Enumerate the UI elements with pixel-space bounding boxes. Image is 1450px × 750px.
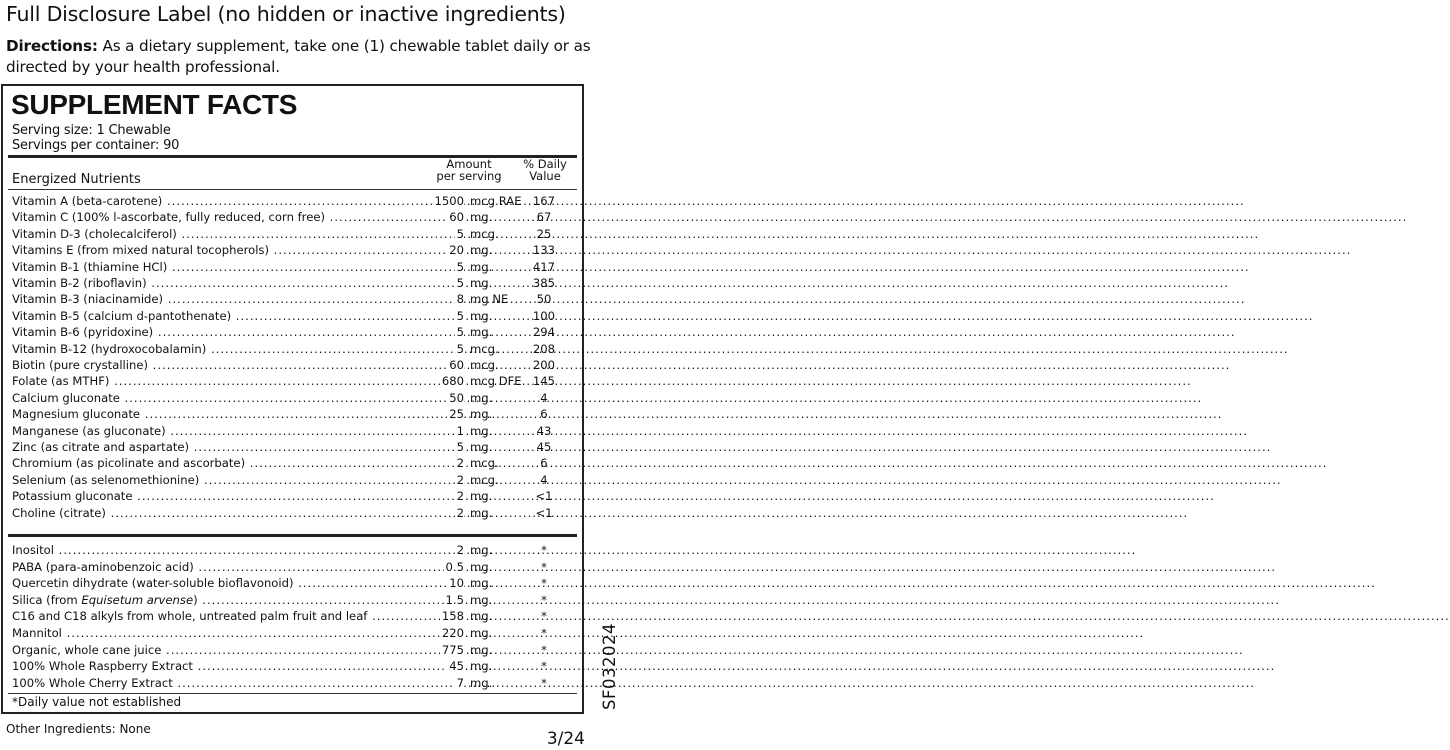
- amount-value: 220: [441, 626, 464, 640]
- daily-value: 385: [532, 276, 556, 290]
- amount-unit: mcg.: [470, 472, 499, 487]
- ingredient-name: Choline (citrate) .....: [12, 505, 464, 522]
- ingredient-name: Magnesium gluconate .....: [12, 406, 464, 423]
- daily-value: *: [541, 626, 547, 640]
- ingredient-name: Selenium (as selenomethionine) .....: [12, 472, 464, 489]
- daily-value: *: [541, 609, 547, 624]
- table-row: [12, 341, 577, 358]
- ingredient-name: Vitamin D-3 (cholecalciferol) .....: [12, 226, 464, 243]
- ingredient-name: Zinc (as citrate and aspartate) .....: [12, 439, 464, 456]
- label-code: SF032024: [600, 623, 619, 710]
- table-row: [12, 242, 577, 259]
- table-row: [12, 505, 577, 522]
- ingredient-name: Vitamin A (beta-carotene) .....: [12, 193, 464, 210]
- footnote: *Daily value not established: [12, 695, 182, 709]
- daily-value: 208: [532, 341, 556, 356]
- amount-value: 10: [449, 576, 464, 591]
- daily-value: <1: [535, 505, 553, 520]
- table-row: [12, 642, 577, 659]
- table-row: [12, 373, 577, 390]
- amount-unit: mg.: [470, 675, 493, 690]
- daily-value: *: [541, 675, 547, 690]
- table-row: [12, 209, 577, 226]
- table-row: [12, 658, 577, 675]
- daily-value: 167: [532, 194, 556, 208]
- daily-value: *: [541, 559, 547, 574]
- amount-unit: mg.: [470, 489, 493, 504]
- amount-value: 60: [449, 358, 464, 372]
- table-row: [12, 559, 577, 576]
- amount-value: 25: [449, 407, 464, 422]
- amount-value: 1500: [434, 194, 464, 208]
- table-row: [12, 592, 577, 609]
- table-row: [12, 226, 577, 243]
- daily-value: *: [541, 659, 547, 674]
- daily-value: 6: [540, 456, 548, 471]
- daily-value: <1: [535, 489, 553, 504]
- amount-unit: mg.: [470, 440, 493, 454]
- table-row: [12, 291, 577, 308]
- amount-value: 5: [456, 308, 464, 323]
- ingredient-name: PABA (para-aminobenzoic acid) .....: [12, 559, 464, 576]
- amount-header: Amount per serving: [436, 157, 502, 183]
- table-row: [12, 357, 577, 374]
- table-row: [12, 455, 577, 472]
- daily-value: 25: [536, 226, 552, 241]
- daily-value: *: [541, 592, 547, 607]
- amount-unit: mcg.: [470, 226, 499, 241]
- page-number: 3/24: [546, 729, 585, 749]
- amount-value: 5: [456, 276, 464, 290]
- amount-unit: mg.: [470, 626, 493, 640]
- table-row: [12, 193, 577, 210]
- amount-unit: mg.: [470, 609, 493, 624]
- other-ingredients: Other Ingredients: None: [6, 722, 151, 736]
- daily-value: 43: [536, 423, 552, 438]
- ingredient-name: Vitamin B-12 (hydroxocobalamin) .....: [12, 341, 464, 358]
- daily-value: 200: [532, 358, 556, 372]
- amount-unit: mg.: [470, 505, 493, 520]
- amount-unit: mcg RAE: [470, 194, 522, 208]
- panel-title: SUPPLEMENT FACTS: [11, 89, 298, 120]
- daily-value: 294: [532, 325, 556, 340]
- table-row: [12, 675, 577, 692]
- table-row: [12, 390, 577, 407]
- ingredient-name: 100% Whole Raspberry Extract .....: [12, 658, 464, 675]
- amount-unit: mg.: [470, 308, 493, 323]
- amount-value: 2: [456, 543, 464, 557]
- amount-unit: mg.: [470, 543, 493, 557]
- serving-size: Serving size: 1 Chewable: [12, 123, 171, 138]
- table-row: [12, 472, 577, 489]
- amount-unit: mcg.: [470, 358, 499, 372]
- section-divider: [8, 534, 577, 537]
- amount-value: 5: [456, 440, 464, 454]
- daily-value: *: [541, 576, 547, 591]
- daily-value: 45: [536, 440, 552, 454]
- daily-value: 50: [536, 292, 552, 307]
- ingredient-name: Quercetin dihydrate (water-soluble bioflavonoid) .....: [12, 575, 464, 592]
- daily-value: 67: [536, 210, 552, 225]
- amount-unit: mg.: [470, 576, 493, 591]
- daily-value: 6: [540, 407, 548, 422]
- footnote-rule: [8, 693, 577, 694]
- amount-value: 2: [456, 505, 464, 520]
- ingredient-name: Vitamin C (100% l-ascorbate, fully reduced, corn free) .....: [12, 209, 464, 226]
- ingredient-name: Mannitol .....: [12, 625, 464, 642]
- amount-unit: mg NE: [470, 292, 509, 307]
- table-row: [12, 275, 577, 292]
- amount-unit: mg.: [470, 642, 493, 657]
- table-row: [12, 423, 577, 440]
- table-row: [12, 308, 577, 325]
- amount-value: 7: [456, 675, 464, 690]
- ingredient-name: 100% Whole Cherry Extract .....: [12, 675, 464, 692]
- table-row: [12, 259, 577, 276]
- ingredient-name: Biotin (pure crystalline) .....: [12, 357, 464, 374]
- amount-value: 45: [449, 659, 464, 674]
- ingredient-name: Vitamin B-3 (niacinamide) .....: [12, 291, 464, 308]
- amount-value: 50: [449, 390, 464, 405]
- amount-value: 2: [456, 456, 464, 471]
- amount-value: 1.5: [445, 592, 464, 607]
- amount-value: 775: [441, 642, 464, 657]
- amount-unit: mg.: [470, 276, 493, 290]
- table-row: [12, 488, 577, 505]
- table-row: [12, 406, 577, 423]
- amount-value: 5: [456, 341, 464, 356]
- ingredient-name: Chromium (as picolinate and ascorbate) .....: [12, 455, 464, 472]
- table-row: [12, 324, 577, 341]
- directions-label: Directions:: [6, 37, 98, 55]
- daily-value: 4: [540, 472, 548, 487]
- amount-unit: mg.: [470, 592, 493, 607]
- servings-per-container: Servings per container: 90: [12, 138, 180, 153]
- table-row: [12, 575, 577, 592]
- amount-value: 2: [456, 472, 464, 487]
- table-row: [12, 625, 577, 642]
- label-heading: Full Disclosure Label (no hidden or inactive ingredients): [6, 2, 566, 26]
- amount-unit: mg.: [470, 210, 493, 225]
- amount-unit: mg.: [470, 390, 493, 405]
- amount-unit: mg.: [470, 407, 493, 422]
- ingredient-name: Potassium gluconate .....: [12, 488, 464, 505]
- amount-value: 5: [456, 226, 464, 241]
- supplement-facts-panel: [1, 84, 584, 714]
- amount-value: 158: [441, 609, 464, 624]
- ingredient-name: Vitamin B-6 (pyridoxine) .....: [12, 324, 464, 341]
- daily-value: 417: [532, 259, 556, 274]
- directions-body: As a dietary supplement, take one (1) chewable tablet daily or as directed by your health professional.: [6, 37, 591, 76]
- ingredient-name: Silica (from Equisetum arvense) .....: [12, 592, 464, 609]
- daily-value: 133: [532, 243, 556, 258]
- amount-unit: mg.: [470, 659, 493, 674]
- amount-unit: mcg.: [470, 341, 499, 356]
- ingredient-name: Vitamin B-2 (riboflavin) .....: [12, 275, 464, 292]
- ingredient-name: Organic, whole cane juice .....: [12, 642, 464, 659]
- amount-value: 8: [456, 292, 464, 307]
- amount-value: 5: [456, 325, 464, 340]
- amount-unit: mg.: [470, 259, 493, 274]
- amount-value: 1: [456, 423, 464, 438]
- ingredient-name: Vitamin B-5 (calcium d-pantothenate) .....: [12, 308, 464, 325]
- amount-value: 2: [456, 489, 464, 504]
- daily-value-header: % Daily Value: [523, 157, 567, 183]
- amount-unit: mg.: [470, 325, 493, 340]
- section-label: Energized Nutrients: [12, 172, 141, 187]
- daily-value: 4: [540, 390, 548, 405]
- amount-unit: mcg DFE: [470, 374, 522, 389]
- daily-value: *: [541, 642, 547, 657]
- ingredient-name: Folate (as MTHF) .....: [12, 373, 464, 390]
- amount-value: 20: [449, 243, 464, 258]
- table-row: [12, 439, 577, 456]
- amount-value: 60: [449, 210, 464, 225]
- ingredient-name: Inositol .....: [12, 542, 464, 559]
- daily-value: 100: [532, 308, 556, 323]
- amount-unit: mg.: [470, 243, 493, 258]
- ingredient-name: Manganese (as gluconate) .....: [12, 423, 464, 440]
- ingredient-name: C16 and C18 alkyls from whole, untreated palm fruit and leaf .....: [12, 608, 464, 625]
- daily-value: *: [541, 543, 547, 557]
- amount-unit: mcg.: [470, 456, 499, 471]
- table-row: [12, 542, 577, 559]
- amount-value: 0.5: [445, 559, 464, 574]
- ingredient-name: Vitamins E (from mixed natural tocopherols) .....: [12, 242, 464, 259]
- header-rule: [8, 189, 577, 190]
- amount-value: 5: [456, 259, 464, 274]
- amount-unit: mg.: [470, 423, 493, 438]
- amount-value: 680: [441, 374, 464, 389]
- directions-text: [6, 36, 602, 78]
- table-row: [12, 608, 577, 625]
- amount-unit: mg.: [470, 559, 493, 574]
- ingredient-name: Calcium gluconate .....: [12, 390, 464, 407]
- ingredient-name: Vitamin B-1 (thiamine HCl) .....: [12, 259, 464, 276]
- daily-value: 145: [532, 374, 556, 389]
